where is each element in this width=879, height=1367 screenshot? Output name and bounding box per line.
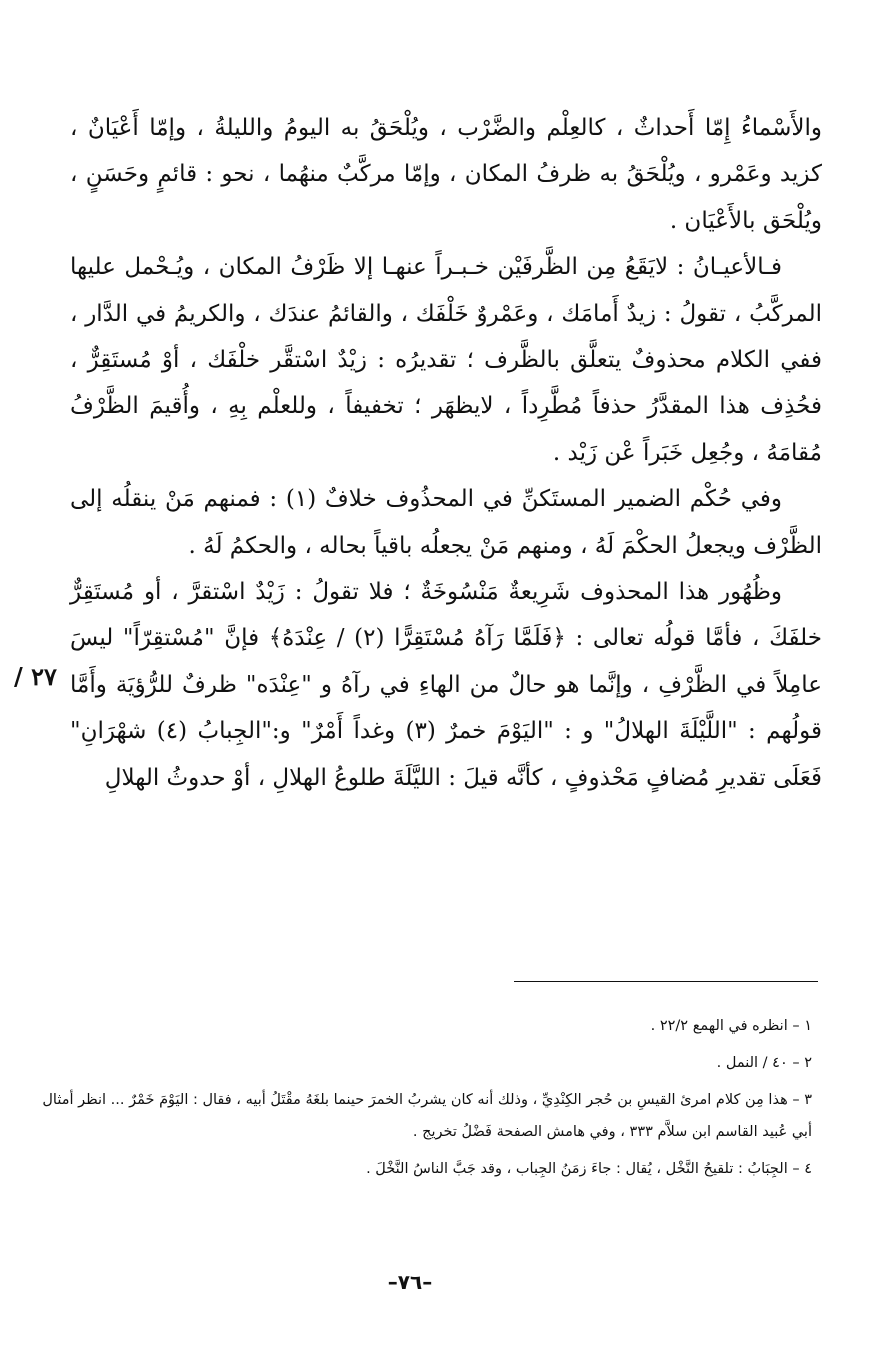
footnote-2: ٢ – ٤٠ / النمل .	[716, 1055, 812, 1071]
paragraph-2: فـالأعيـانُ : لايَقَعُ مِن الظَّرفَيْن خـبـراً عنهـا إلا ظَرْفُ المكان ، ويُـحْمل عليها المركَّبُ ، تقولُ : زيدٌ أَمامَك ، وعَمْروٌ خَلْفَك ، والقائمُ عندَك ، والكريمُ في الدَّار ، ففي الكلام محذوفٌ يتعلَّق بالظَّرف ؛ تقديرُه : زيْدٌ اسْتقَّر خلْفَك ، أوْ مُستَقِرٌّ ، فحُذِف هذا المقدَّرُ حذفاً مُطَّرِداً ، لايظهَر ؛ تخفيفاً ، وللعلْم بِهِ ، وأُقيمَ الظَّرْفُ مُقامَهُ ، وجُعِل خَبَراً عْن زَيْد .	[70, 254, 822, 466]
page-number: –٧٦–	[387, 1270, 433, 1294]
paragraph-4: وظُهُور هذا المحذوف شَرِيعةٌ مَنْسُوخَةٌ ؛ فلا تقولُ : زَيْدٌ اسْتقرَّ ، أو مُستَقِرٌّ خلفَكَ ، فأمَّا قولُه تعالى : ﴿فَلَمَّا رَآهُ مُسْتَقِرًّا (٢) / عِنْدَهُ﴾ فإنَّ "مُسْتقِرّاً" ليسَ عامِلاً في الظَّرْفِ ، وإنَّما هو حالٌ من الهاءِ في رآهُ و "عِنْدَه" ظرفٌ للرُّؤيَة وأَمَّا قولُهم : "اللَّيْلَةَ الهلالُ" و : "اليَوْمَ خمرٌ (٣) وغداً أَمْرٌ" و:"الجِبابُ (٤) شهْرَانِ" فَعَلَى تقديرِ مُضافٍ مَحْذوفٍ ، كأنَّه قيلَ : الليَّلَةَ طلوعُ الهلالِ ، أوْ حدوثُ الهلالِ	[70, 579, 822, 791]
manuscript-folio-marker: ٢٧ /	[14, 662, 57, 691]
footnote-4: ٤ – الجِبَابُ : تلقيحُ النَّخْل ، يُقال : جاءَ زمَنُ الجِباب ، وقد جَبَّ الناسُ النَّخْلَ .	[366, 1161, 812, 1177]
paragraph-3: وفي حُكْم الضمير المستَكنِّ في المحذُوف خلافٌ (١) : فمنهم مَنْ ينقلُه إلى الظَّرْف ويجعلُ الحكْمَ لَهُ ، ومنهم مَنْ يجعلُه باقياً بحاله ، والحكمُ لَهُ .	[70, 486, 822, 559]
footnote-1: ١ – انظره في الهمع ٢٢/٢ .	[650, 1018, 812, 1034]
footnotes	[40, 1010, 812, 1190]
footnote-divider	[514, 981, 818, 982]
paragraph-1: والأَسْماءُ إِمّا أَحداثٌ ، كالعِلْم والضَّرْب ، ويُلْحَقُ به اليومُ والليلةُ ، وإمّا أَعْيَانٌ ، كزيد وعَمْرو ، ويُلْحَقُ به ظرفُ المكان ، وإمّا مركَّبٌ منهُما ، نحو : قائمٍ وحَسَنٍ ، ويُلْحَق بالأَعْيَان .	[70, 115, 822, 234]
footnote-3: ٣ – هذا مِن كلام امرئ القيسِ بن حُجر الكِنْدِيِّ ، وذلك أنه كان يشربُ الخمرَ حينما بلغَهُ مقْتَلُ أبيه ، فقال : اليَوْمَ خَمْرٌ ... انظر أمثال أبي عُبيد القاسم ابن سلاَّم ٣٣٣ ، وفي هامش الصفحة فَضْلُ تخريج .	[42, 1092, 812, 1140]
main-text	[70, 105, 822, 801]
